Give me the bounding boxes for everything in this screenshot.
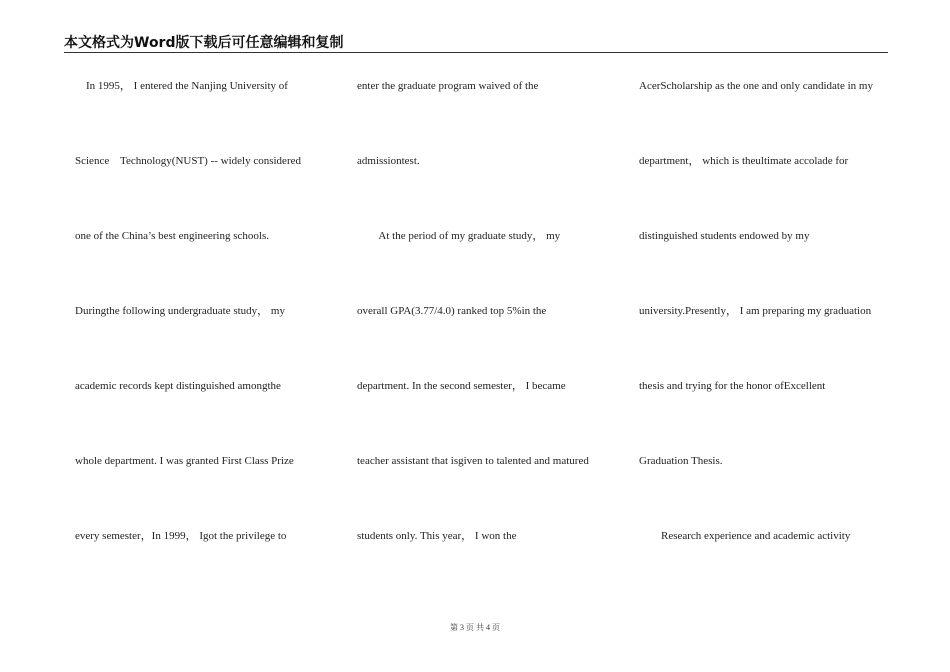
page-header — [64, 34, 888, 53]
text-line: every semester，In 1999， Igot the privilege to — [75, 530, 287, 542]
text-line: university.Presently， I am preparing my graduation — [639, 305, 872, 317]
text-line: teacher assistant that isgiven to talented and matured — [357, 455, 589, 467]
text-line: In 1995， I entered the Nanjing University of — [75, 80, 288, 92]
text-line: admissiontest. — [357, 155, 420, 167]
text-line: Graduation Thesis. — [639, 455, 723, 467]
text-line: department. In the second semester， I became — [357, 380, 566, 392]
text-line: Science Technology(NUST) -- widely considered — [75, 155, 301, 167]
text-line: Duringthe following undergraduate study， my — [75, 305, 285, 317]
text-line: one of the China’s best engineering schools. — [75, 230, 269, 242]
page-number: 第 3 页 共 4 页 — [450, 623, 500, 632]
text-line: thesis and trying for the honor ofExcellent — [639, 380, 826, 392]
text-line: Research experience and academic activity — [639, 530, 851, 542]
text-line: students only. This year， I won the — [357, 530, 517, 542]
text-line: enter the graduate program waived of the — [357, 80, 539, 92]
text-line: overall GPA(3.77/4.0) ranked top 5%in the — [357, 305, 547, 317]
text-line: academic records kept distinguished amongthe — [75, 380, 281, 392]
text-line: whole department. I was granted First Class Prize — [75, 455, 294, 467]
text-line: At the period of my graduate study， my — [357, 230, 561, 242]
text-line: department， which is theultimate accolade for — [639, 155, 849, 167]
text-line: distinguished students endowed by my — [639, 230, 810, 242]
text-line: AcerScholarship as the one and only candidate in my — [639, 80, 873, 92]
page-footer — [0, 623, 950, 633]
header-title: 本文格式为Word版下载后可任意编辑和复制 — [64, 35, 344, 51]
